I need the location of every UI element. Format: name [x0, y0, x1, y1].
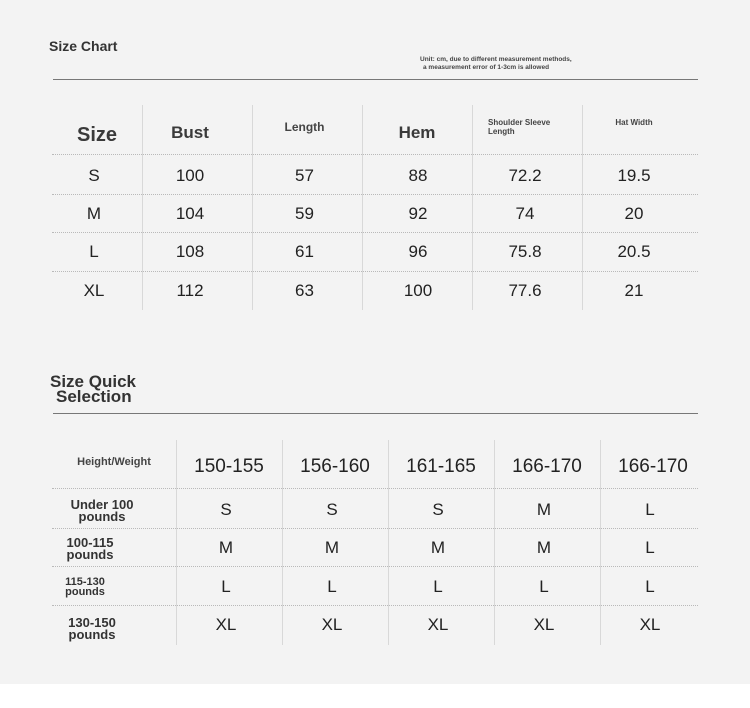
size-recommendation-cell: M	[430, 538, 446, 557]
size-cell: L	[89, 242, 99, 261]
weight-range-line1: 115-130	[65, 576, 105, 588]
bust-cell: 104	[175, 204, 205, 223]
header-size: Size	[76, 123, 118, 146]
size-recommendation-cell: XL	[215, 615, 237, 634]
hat-width-cell: 19.5	[617, 166, 651, 185]
height-range-header: 161-165	[406, 456, 476, 477]
hem-cell: 88	[408, 166, 428, 185]
size-chart-divider	[53, 79, 698, 80]
size-recommendation-cell: XL	[321, 615, 343, 634]
size-recommendation-cell: M	[324, 538, 340, 557]
quick-selection-title-line1: Size Quick	[50, 372, 136, 391]
size-recommendation-cell: L	[645, 500, 655, 519]
quick-selection-title	[50, 374, 136, 404]
shoulder-sleeve-cell: 74	[515, 204, 535, 223]
size-recommendation-cell: M	[536, 500, 552, 519]
hem-cell: 96	[408, 242, 428, 261]
row-divider	[52, 154, 698, 155]
size-recommendation-cell: M	[536, 538, 552, 557]
bust-cell: 108	[175, 242, 205, 261]
measurement-note-line1: Unit: cm, due to different measurement methods,	[420, 56, 572, 63]
hat-width-cell: 20.5	[617, 242, 651, 261]
height-range-header: 166-170	[618, 456, 688, 477]
hem-cell: 100	[403, 281, 433, 300]
weight-range-label	[52, 572, 118, 602]
height-range-header: 166-170	[512, 456, 582, 477]
hat-width-cell: 21	[624, 281, 644, 300]
size-recommendation-cell: L	[327, 577, 337, 596]
bust-cell: 100	[175, 166, 205, 185]
weight-range-line2: pounds	[78, 509, 126, 524]
length-cell: 63	[295, 281, 314, 300]
weight-range-label	[52, 494, 152, 528]
bust-cell: 112	[176, 281, 204, 300]
size-recommendation-cell: S	[326, 500, 338, 519]
shoulder-sleeve-cell: 77.6	[508, 281, 542, 300]
weight-range-line1: 130-150	[68, 615, 116, 630]
measurement-note	[420, 56, 572, 72]
size-cell: M	[86, 204, 102, 223]
size-recommendation-cell: L	[645, 538, 655, 557]
size-recommendation-cell: XL	[533, 615, 555, 634]
weight-range-line1: 100-115	[66, 535, 114, 550]
hem-cell: 92	[408, 204, 428, 223]
row-divider	[52, 232, 698, 233]
size-recommendation-cell: L	[433, 577, 443, 596]
shoulder-sleeve-cell: 72.2	[508, 166, 542, 185]
weight-range-label	[52, 532, 128, 566]
row-divider	[52, 566, 698, 567]
size-recommendation-cell: S	[220, 500, 232, 519]
height-range-header: 156-160	[300, 456, 370, 477]
quick-selection-title-line2: Selection	[56, 387, 132, 406]
row-divider	[52, 528, 698, 529]
size-recommendation-cell: L	[221, 577, 231, 596]
size-chart-title: Size Chart	[49, 38, 118, 54]
height-weight-corner: Height/Weight	[77, 456, 151, 468]
size-recommendation-cell: XL	[427, 615, 449, 634]
size-recommendation-cell: L	[645, 577, 655, 596]
row-divider	[52, 605, 698, 606]
bottom-margin	[0, 684, 750, 708]
quick-selection-divider	[53, 413, 698, 414]
header-bust: Bust	[171, 123, 209, 142]
measurement-note-line2: a measurement error of 1-3cm is allowed	[423, 64, 550, 71]
size-recommendation-cell: S	[432, 500, 444, 519]
shoulder-sleeve-cell: 75.8	[508, 242, 542, 261]
size-recommendation-cell: XL	[639, 615, 661, 634]
size-cell: XL	[83, 281, 105, 300]
weight-range-line2: pounds	[68, 627, 116, 642]
height-range-header: 150-155	[194, 456, 264, 477]
size-recommendation-cell: L	[539, 577, 549, 596]
size-cell: S	[88, 166, 100, 185]
row-divider	[52, 271, 698, 272]
weight-range-line1: Under 100	[70, 497, 134, 512]
row-divider	[52, 194, 698, 195]
row-divider	[52, 488, 698, 489]
weight-range-label	[52, 612, 132, 646]
length-cell: 59	[295, 204, 314, 223]
weight-range-line2: pounds	[65, 586, 105, 598]
size-recommendation-cell: M	[218, 538, 234, 557]
header-length: Length	[284, 120, 325, 134]
weight-range-line2: pounds	[66, 547, 114, 562]
length-cell: 57	[295, 166, 314, 185]
header-hat-width: Hat Width	[615, 117, 653, 127]
hat-width-cell: 20	[624, 204, 644, 223]
header-hem: Hem	[398, 123, 436, 142]
header-shoulder-sleeve-length: Shoulder Sleeve Length	[488, 118, 551, 136]
length-cell: 61	[295, 242, 314, 261]
